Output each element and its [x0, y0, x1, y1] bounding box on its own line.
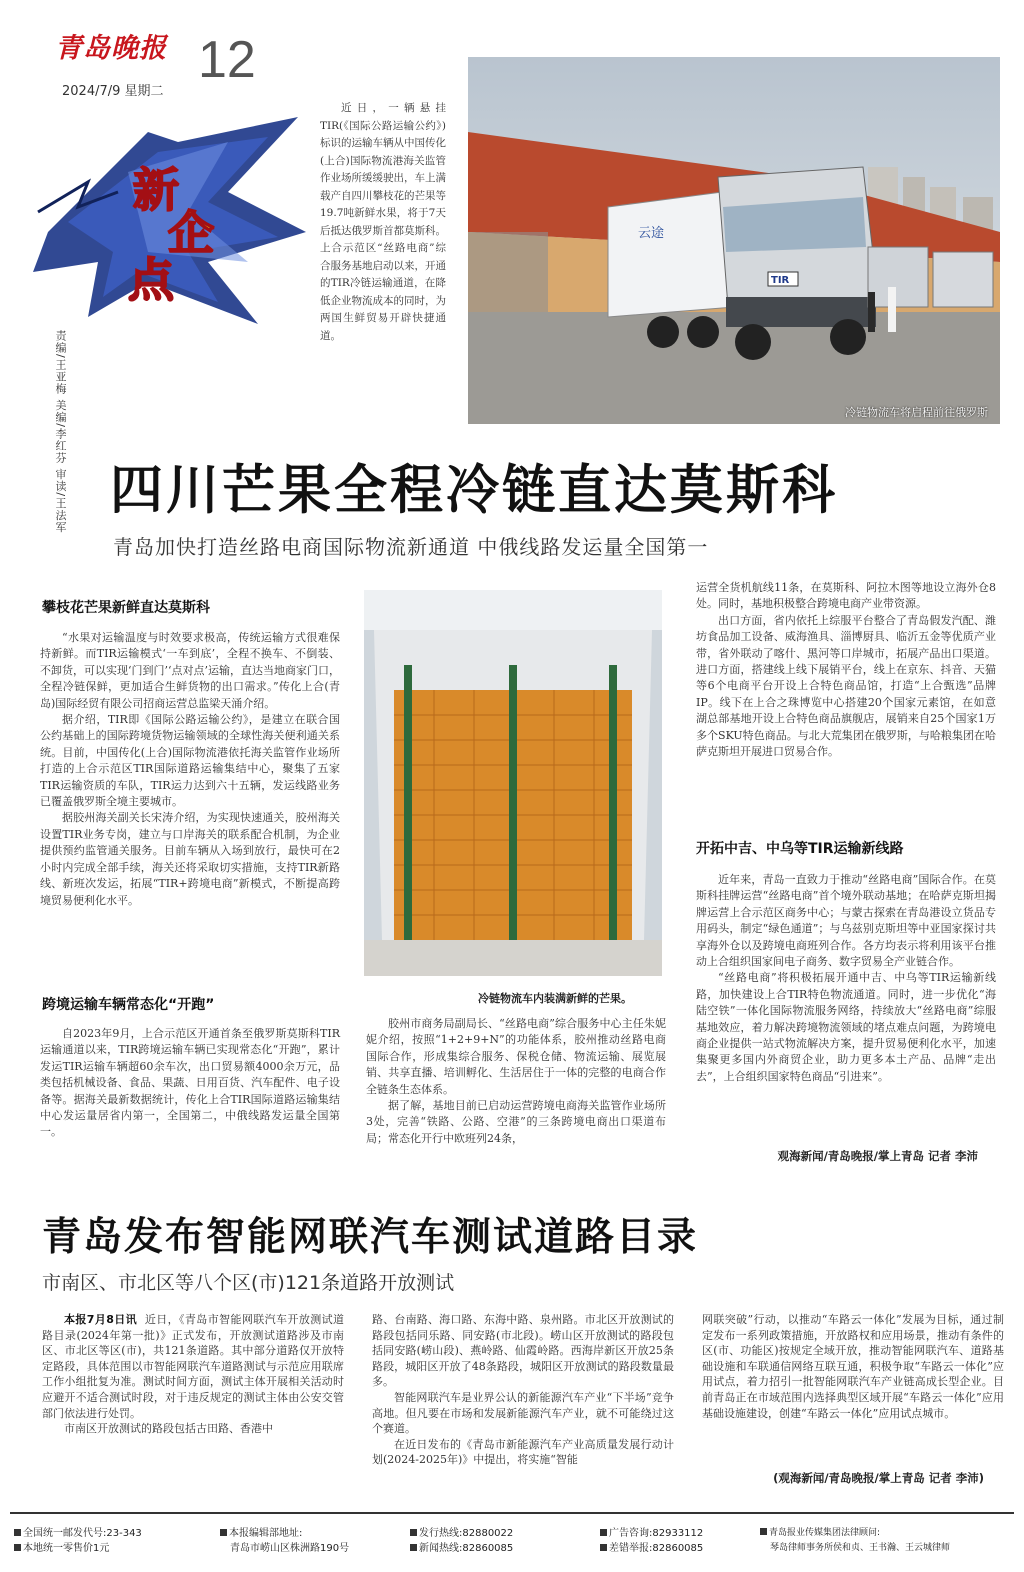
right-body: [696, 580, 996, 760]
footer-postal-block: [14, 1526, 142, 1556]
middle-body: [366, 1016, 666, 1147]
headline-story1: 四川芒果全程冷链直达莫斯科: [110, 460, 838, 521]
issue-date: 2024/7/9 星期二: [62, 84, 164, 99]
story2-col1: [42, 1312, 344, 1437]
badge-char-2: 企: [168, 206, 214, 260]
legal-counsel: 琴岛律师事务所侯和贞、王书瀚、王云城律师: [770, 1543, 951, 1553]
truck-photo: [468, 57, 1000, 424]
section2-body: [40, 1026, 340, 1141]
tir-plate: TIR: [771, 275, 790, 286]
retail-price: 本地统一零售价1元: [23, 1543, 110, 1554]
footer-rule: [10, 1512, 1014, 1514]
photo2-caption: 冷链物流车内装满新鲜的芒果。: [478, 992, 632, 1005]
right-paragraph: 出口方面，省内依托上综服平台整合了青岛假发汽配、潍坊食品加工设备、威海渔具、淄博厨具、临沂五金等优质产业带，省外联动了喀什、黑河等口岸城市，拓展产品出口渠道。进口方面，搭建线上线下展销平台，线上在京东、抖音、天猫等6个电商平台开设上合特色商品馆，打造“上合甄选”品牌IP。线下在上合之珠博览中心搭建20个国家元素馆，在如意湖总部基地开设上合特色商品旗舰店，展销来自25个国家1万多个SKU特色商品。与北大荒集团在俄罗斯，与哈粮集团在哈萨克斯坦开展进口贸易合作。: [696, 613, 996, 759]
story1-intro: 近日，一辆悬挂TIR(《国际公路运输公约》)标识的运输车辆从中国传化(上合)国际物流港海关监管作业场所缓缓驶出，车上满载产自四川攀枝花的芒果等19.7吨新鲜水果，将于7天后抵达俄罗斯首都莫斯科。上合示范区“丝路电商”综合服务基地启动以来，开通的TIR冷链运输通道，在降低企业物流成本的同时，为两国生鲜贸易开辟快捷通道。: [320, 102, 446, 342]
page-number: 12: [198, 31, 256, 89]
story2-col2: [372, 1312, 674, 1468]
svg-text:云途: 云途: [638, 226, 665, 241]
section2-title: 跨境运输车辆常态化“开跑”: [42, 997, 215, 1013]
middle-paragraph: 胶州市商务局副局长、“丝路电商”综合服务中心主任朱妮妮介绍，按照“1+2+9+N”的功能体系，胶州推动丝路电商国际合作，形成集综合服务、保税仓储、物流运输、展览展销、共享直播、培训孵化、生活居住于一体的完整的电商合作全链条生态体系。: [366, 1017, 666, 1096]
section3-title: 开拓中吉、中乌等TIR运输新线路: [696, 841, 904, 857]
section1-paragraph: “水果对运输温度与时效要求极高，传统运输方式很难保持新鲜。而TIR运输模式‘一车到底’，全程不换车、不倒装、不卸货，可以实现‘门到门’‘点对点’运输，直达当地商家门口，全程冷链保鲜，更加适合生鲜货物的出口需求。”传化上合(青岛)国际经贸有限公司招商运营总监梁天涌介绍。: [40, 631, 340, 710]
story2-lead-label: 本报7月8日讯: [64, 1313, 138, 1326]
footer-address-block: [220, 1526, 349, 1556]
section1-title: 攀枝花芒果新鲜直达莫斯科: [42, 600, 210, 616]
legal-label: 青岛报业传媒集团法律顾问:: [769, 1528, 881, 1538]
correction-hotline: 差错举报:82860085: [609, 1543, 704, 1554]
mango-photo: [364, 590, 662, 976]
editor-credits: 责编/王亚梅 美编/李红芬 审读/王法军: [54, 330, 67, 534]
middle-paragraph: 据了解，基地目前已启动运营跨境电商海关监管作业场所3处，完善“铁路、公路、空港”的三条跨境电商出口渠道布局；常态化开行中欧班列24条，: [366, 1099, 666, 1145]
story2-paragraph: 智能网联汽车是业界公认的新能源汽车产业“下半场”竞争高地。但凡要在市场和发展新能源汽车产业，就不可能绕过这个赛道。: [372, 1390, 674, 1436]
circulation-hotline: 发行热线:82880022: [419, 1528, 514, 1539]
story2-lead-paragraph: [42, 1312, 344, 1421]
story2-byline: (观海新闻/青岛晚报/掌上青岛 记者 李沛): [773, 1471, 984, 1485]
section1-paragraph: 据介绍，TIR即《国际公路运输公约》，是建立在联合国公约基础上的国际跨境货物运输领域的全球性海关便利通关系统。目前，中国传化(上合)国际物流港依托海关监管作业场所打造的上合示范区TIR国际道路运输集结中心，聚集了五家TIR运输资质的车队，TIR运力达到六十五辆，发运线路业务已覆盖俄罗斯全境主要城市。: [40, 713, 340, 809]
story1-byline: 观海新闻/青岛晚报/掌上青岛 记者 李沛: [777, 1149, 978, 1163]
story2-paragraph: 在近日发布的《青岛市新能源汽车产业高质量发展行动计划(2024-2025年)》中提出，将实施“智能: [372, 1437, 674, 1467]
badge-char-3: 点: [128, 253, 174, 307]
news-hotline: 新闻热线:82860085: [419, 1543, 514, 1554]
badge-char-1: 新: [133, 163, 179, 217]
section3-paragraph: “丝路电商”将积极拓展开通中吉、中乌等TIR运输新线路，加快建设上合TIR特色物流通道。同时，进一步优化“海陆空铁”一体化国际物流服务网络，持续放大“丝路电商”综服基地效应，着力解决跨境物流领域的堵点难点问题，为跨境电商企业提供一站式物流解决方案，提升贸易便利化水平，加速集聚更多国内外商贸企业，助力更多本土产品、品牌“走出去”，上合组织国家特色商品“引进来”。: [696, 971, 996, 1083]
headline-story2: 青岛发布智能网联汽车测试道路目录: [42, 1215, 699, 1260]
section1-paragraph: 据胶州海关副关长宋涛介绍，为实现快速通关，胶州海关设置TIR业务专岗，建立与口岸海关的联系配合机制，为企业提供预约监管通关服务。目前车辆从入场到放行，最快可在2小时内完成全部手续，海关还将采取切实措施，支持TIR新路线、新班次发运，拓展“TIR+跨境电商”新模式，不断提高跨境贸易便利化水平。: [40, 811, 340, 907]
masthead-name: 青岛晚报: [55, 33, 167, 64]
footer-ad-block: [600, 1526, 703, 1556]
section-badge: [28, 112, 310, 327]
ad-consult: 广告咨询:82933112: [609, 1528, 704, 1539]
story2-paragraph: 市南区开放测试的路段包括古田路、香港中: [64, 1422, 273, 1436]
subheadline-story1: 青岛加快打造丝路电商国际物流新通道 中俄线路发运量全国第一: [113, 535, 709, 559]
photo1-caption: 冷链物流车将启程前往俄罗斯: [845, 406, 988, 419]
section3-body: [696, 872, 996, 1085]
right-paragraph: 运营全货机航线11条，在莫斯科、阿拉木图等地设立海外仓8处。同时，基地积极整合跨境电商产业带资源。: [696, 581, 996, 611]
section2-paragraph: 自2023年9月，上合示范区开通首条至俄罗斯莫斯科TIR运输通道以来，TIR跨境运输车辆已实现常态化“开跑”，累计发运TIR运输车辆超60余车次，出口贸易额4000余万元，品类包括机械设备、食品、果蔬、日用百货、汽车配件、电子设备等。据海关最新数据统计，传化上合TIR国际道路运输集结中心发运量居省内第一，全国第二，中俄线路发运量全国第一。: [40, 1027, 340, 1139]
story2-col3: [702, 1312, 1004, 1421]
story2-paragraph: 网联突破”行动，以推动“车路云一体化”发展为目标，通过制定发布一系列政策措施，开放路权和应用场景，推动有条件的区(市、功能区)按规定全域开放，推动智能网联汽车、道路基础设施和车联通信网络互联互通，积极争取“车路云一体化”应用试点，着力招引一批智能网联汽车产业链高成长型企业。目前青岛正在市域范围内选择典型区域开展“车路云一体化”应用基础设施建设，创建“车路云一体化”应用试点城市。: [702, 1313, 1004, 1420]
section1-body: [40, 630, 340, 909]
section3-paragraph: 近年来，青岛一直致力于推动“丝路电商”国际合作。在莫斯科挂牌运营“丝路电商”首个境外联动基地；在哈萨克斯坦揭牌运营上合示范区商务中心；与蒙古探索在青岛港设立货品专用码头，制定“绿色通道”；与乌兹别克斯坦等中亚国家探讨共享海外仓以及跨境电商班列合作。各方均表示将利用该平台推动上合组织国家间电子商务、数字贸易全产业链合作。: [696, 873, 996, 969]
footer-hotline-block: [410, 1526, 513, 1556]
footer-legal-block: [760, 1526, 950, 1556]
postal-code: 全国统一邮发代号:23-343: [23, 1528, 142, 1539]
editorial-address: 青岛市崂山区株洲路190号: [230, 1543, 350, 1554]
story2-paragraph: 路、台南路、海口路、东海中路、泉州路。市北区开放测试的路段包括同乐路、同安路(市北段)。崂山区开放测试的路段包括同安路(崂山段)、燕岭路、仙霞岭路。西海岸新区开放25条路段，城阳区开放了48条路段，城阳区开放测试的路段数量最多。: [372, 1313, 674, 1389]
story2-lead-text: 近日，《青岛市智能网联汽车开放测试道路目录(2024年第一批)》正式发布，开放测试道路涉及市南区、市北区等区(市)，共121条道路。其中部分道路仅开放特定路段，具体范围以市智能网联汽车道路测试与示范应用联席工作小组批复为准。测试时间方面，测试主体开展相关活动时应避开不适合测试时段，对于违反规定的测试主体由公安交管部门依法进行处罚。: [42, 1313, 345, 1420]
subheadline-story2: 市南区、市北区等八个区(市)121条道路开放测试: [42, 1272, 455, 1294]
address-label: 本报编辑部地址:: [229, 1528, 303, 1539]
